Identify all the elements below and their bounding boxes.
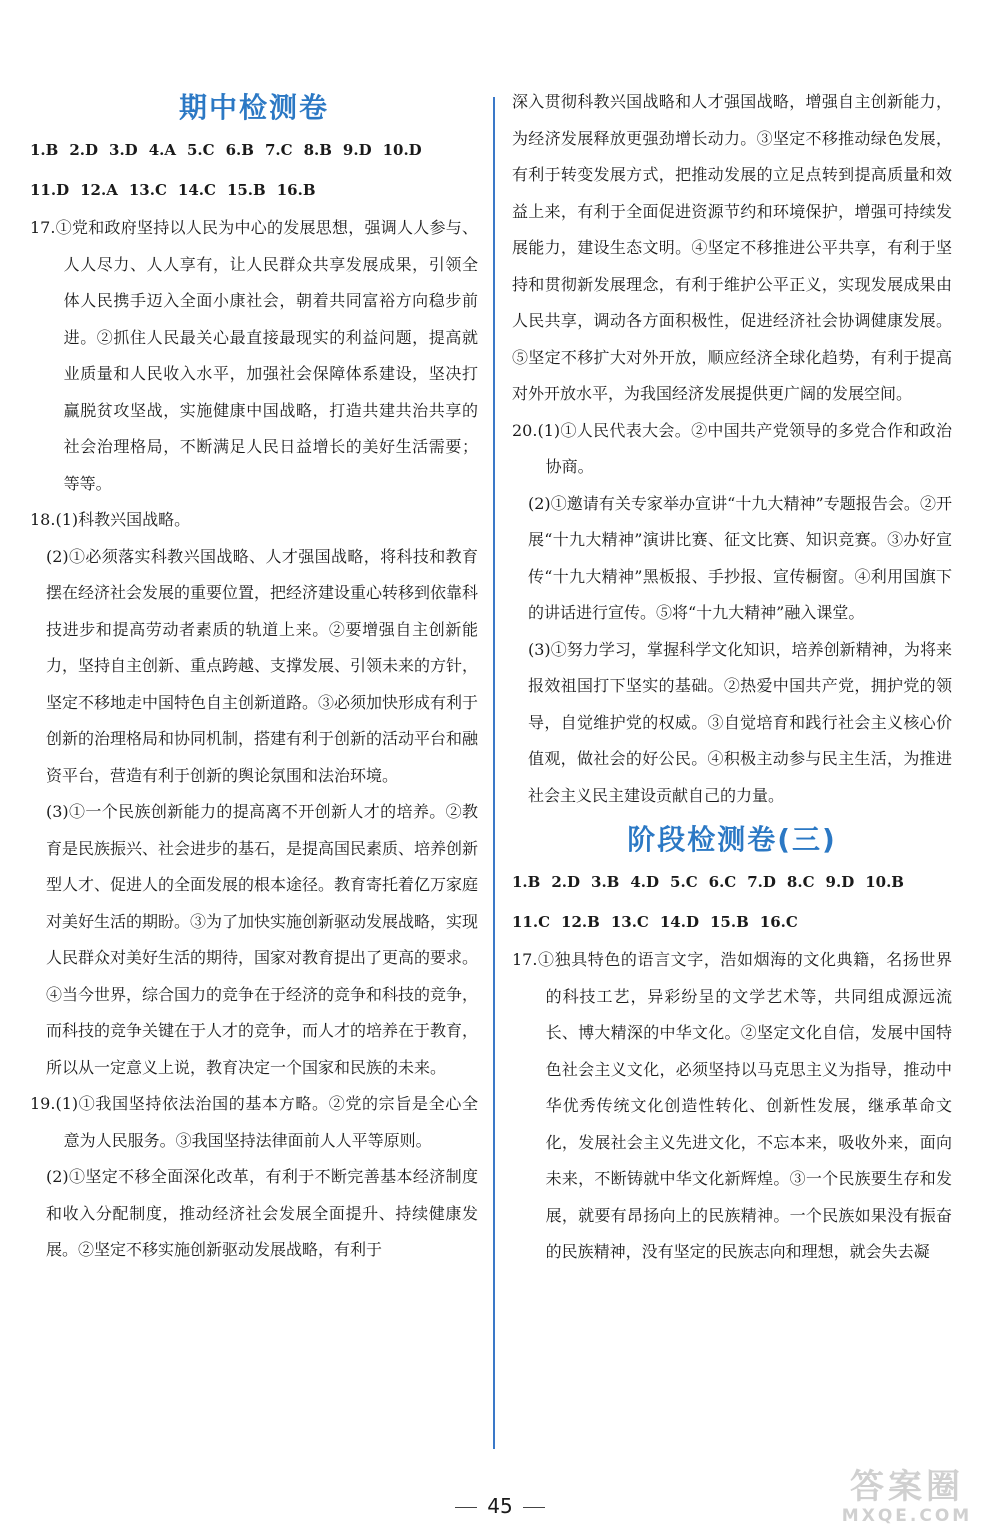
answer-q19-part1: 19.(1)①我国坚持依法治国的基本方略。②党的宗旨是全心全意为人民服务。③我国坚持法律面前人人平等原则。 bbox=[30, 1094, 478, 1150]
mc-answer: 12.A bbox=[80, 181, 118, 199]
answer-q17: 17.①党和政府坚持以人民为中心的发展思想，强调人人参与、人人尽力、人人享有，让人民群众共享发展成果，引领全体人民携手迈入全面小康社会，朝着共同富裕方向稳步前进。②抓住人民最关心最直接最现实的利益问题，提高就业质量和人民收入水平，加强社会保障体系建设，坚决打赢脱贫攻坚战，实施健康中国战略，打造共建共治共享的社会治理格局，不断满足人民日益增长的美好生活需要；等等。 bbox=[30, 218, 478, 493]
page-number-dash-left bbox=[455, 1507, 477, 1508]
mc-answer: 1.B bbox=[30, 141, 59, 159]
mc-answer: 10.D bbox=[382, 141, 422, 159]
mc-answer: 4.D bbox=[630, 873, 660, 891]
answer-q19-part2: (2)①坚定不移全面深化改革，有利于不断完善基本经济制度和收入分配制度，推动经济社会发展全面提升、持续健康发展。②坚定不移实施创新驱动发展战略，有利于 bbox=[46, 1167, 478, 1259]
mc-answer: 1.B bbox=[512, 873, 541, 891]
answer-q19-continued: 深入贯彻科教兴国战略和人才强国战略，增强自主创新能力，为经济发展释放更强劲增长动力。③坚定不移推动绿色发展，有利于转变发展方式，把推动发展的立足点转到提高质量和效益上来，有利于全面促进资源节约和环境保护，增强可持续发展能力，建设生态文明。④坚定不移推进公平共享，有利于坚持和贯彻新发展理念，有利于维护公平正义，实现发展成果由人民共享，调动各方面积极性，促进经济社会协调健康发展。⑤坚定不移扩大对外开放，顺应经济全球化趋势，有利于提高对外开放水平，为我国经济发展提供更广阔的发展空间。 bbox=[512, 92, 952, 403]
mc-answer: 12.B bbox=[561, 913, 600, 931]
mc-answer: 2.D bbox=[69, 141, 99, 159]
mc-answer: 16.C bbox=[759, 913, 798, 931]
watermark-bottom-text: MXQE.COM bbox=[841, 1506, 973, 1526]
mc-answer: 14.C bbox=[177, 181, 216, 199]
mc-answer: 8.B bbox=[303, 141, 332, 159]
mc-answer: 3.D bbox=[109, 141, 138, 159]
column-divider bbox=[493, 97, 495, 1449]
mc-answer: 3.B bbox=[591, 873, 620, 891]
mc-answer: 15.B bbox=[709, 913, 749, 931]
mc-answer: 5.C bbox=[670, 873, 698, 891]
mc-answer: 6.B bbox=[225, 141, 254, 159]
mc-answer: 7.D bbox=[747, 873, 776, 891]
answer-q20-part1: 20.(1)①人民代表大会。②中国共产党领导的多党合作和政治协商。 bbox=[512, 420, 952, 476]
mc-answer: 2.D bbox=[551, 873, 581, 891]
mc-answer: 9.D bbox=[825, 873, 855, 891]
mc-answer: 5.C bbox=[187, 141, 215, 159]
mc-answer: 7.C bbox=[264, 141, 293, 159]
answer-q18-part3: (3)①一个民族创新能力的提高离不开创新人才的培养。②教育是民族振兴、社会进步的基石，是提高国民素质、培养创新型人才、促进人的全面发展的根本途径。教育寄托着亿万家庭对美好生活的期盼。③为了加快实施创新驱动发展战略，实现人民群众对美好生活的期待，国家对教育提出了更高的要求。④当今世界，综合国力的竞争在于经济的竞争和科技的竞争，而科技的竞争关键在于人才的竞争，而人才的培养在于教育，所以从一定意义上说，教育决定一个国家和民族的未来。 bbox=[46, 802, 479, 1077]
left-column bbox=[30, 0, 478, 1269]
watermark-top-text: 答案圈 bbox=[850, 1467, 964, 1507]
mc-answer: 13.C bbox=[128, 181, 167, 199]
answer-q18-part1: 18.(1)科教兴国战略。 bbox=[30, 510, 191, 529]
page-number-dash-right bbox=[523, 1507, 545, 1508]
mc-answers-row bbox=[30, 170, 478, 210]
section-title-midterm: 期中检测卷 bbox=[178, 91, 329, 124]
mc-answer: 9.D bbox=[342, 141, 372, 159]
mc-answers-row bbox=[30, 130, 478, 170]
mc-answer: 6.C bbox=[708, 873, 737, 891]
answer-q18-part2: (2)①必须落实科教兴国战略、人才强国战略，将科技和教育摆在经济社会发展的重要位置，把经济建设重心转移到依靠科技进步和提高劳动者素质的轨道上来。②要增强自主创新能力，坚持自主创新、重点跨越、支撑发展、引领未来的方针，坚定不移地走中国特色自主创新道路。③必须加快形成有利于创新的治理格局和协同机制，搭建有利于创新的活动平台和融资平台，营造有利于创新的舆论氛围和法治环境。 bbox=[46, 546, 479, 785]
mc-answer: 11.C bbox=[512, 913, 551, 931]
mc-answer: 14.D bbox=[659, 913, 699, 931]
mc-answer: 15.B bbox=[226, 181, 266, 199]
answer-q20-part2: (2)①邀请有关专家举办宣讲“十九大精神”专题报告会。②开展“十九大精神”演讲比赛、征文比赛、知识竞赛。③办好宣传“十九大精神”黑板报、手抄报、宣传橱窗。④利用国旗下的讲话进行宣传。⑤将“十九大精神”融入课堂。 bbox=[528, 493, 952, 622]
mc-answer: 11.D bbox=[30, 181, 70, 199]
mc-answer: 13.C bbox=[610, 913, 649, 931]
mc-answer: 8.C bbox=[786, 873, 815, 891]
mc-answers-row bbox=[512, 902, 952, 942]
mc-answers-row bbox=[512, 862, 952, 902]
mc-answer: 4.A bbox=[148, 141, 176, 159]
answer-stage3-q17: 17.①独具特色的语言文字，浩如烟海的文化典籍，名扬世界的科技工艺，异彩纷呈的文学艺术等，共同组成源远流长、博大精深的中华文化。②坚定文化自信，发展中国特色社会主义文化，必须坚持以马克思主义为指导，推动中华优秀传统文化创造性转化、创新性发展，继承革命文化，发展社会主义先进文化，不忘本来，吸收外来，面向未来，不断铸就中华文化新辉煌。③一个民族要生存和发展，就要有昂扬向上的民族精神。一个民族如果没有振奋的民族精神，没有坚定的民族志向和理想，就会失去凝 bbox=[512, 950, 952, 1261]
mc-answer: 10.B bbox=[865, 873, 904, 891]
right-column bbox=[512, 0, 952, 1271]
page-number-text: 45 bbox=[487, 1494, 513, 1518]
section-title-stage-test-3: 阶段检测卷(三) bbox=[627, 823, 837, 856]
watermark-logo bbox=[822, 1468, 992, 1528]
answer-q20-part3: (3)①努力学习，掌握科学文化知识，培养创新精神，为将来报效祖国打下坚实的基础。②热爱中国共产党，拥护党的领导，自觉维护党的权威。③自觉培育和践行社会主义核心价值观，做社会的好公民。④积极主动参与民主生活，为推进社会主义民主建设贡献自己的力量。 bbox=[528, 639, 952, 805]
mc-answer: 16.B bbox=[276, 181, 316, 199]
